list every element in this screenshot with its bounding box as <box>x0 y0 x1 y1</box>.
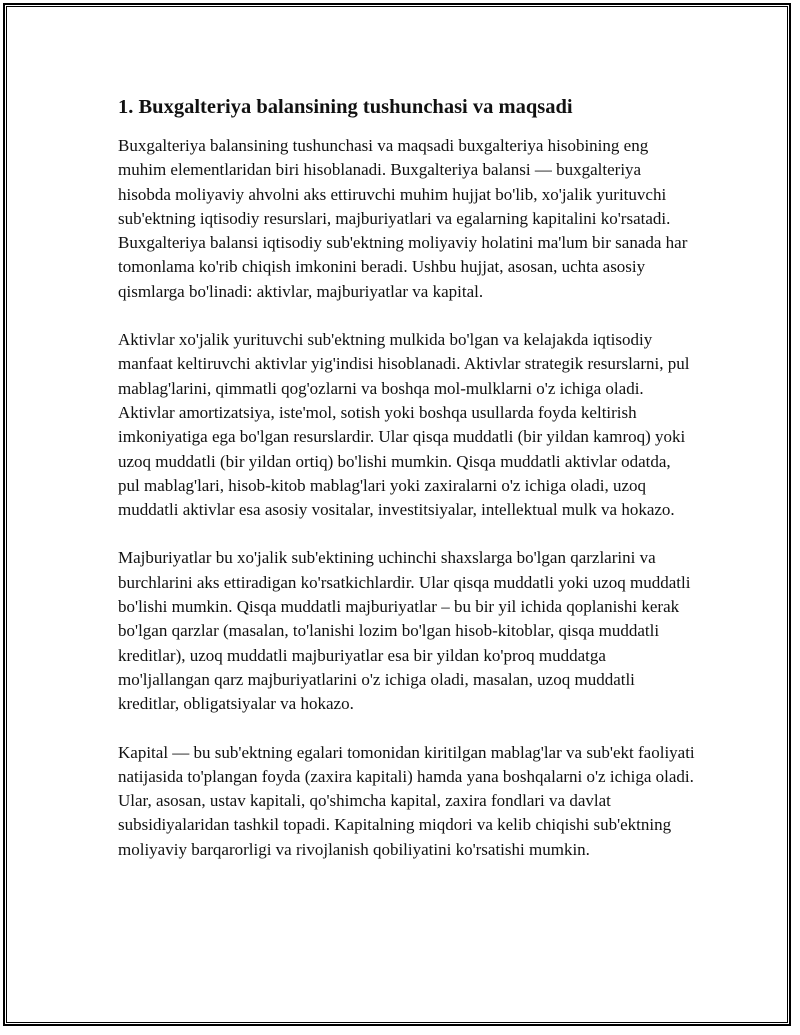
paragraph-intro: Buxgalteriya balansining tushunchasi va maqsadi buxgalteriya hisobining eng muhim elementlaridan biri hisoblanadi. Buxgalteriya balansi — buxgalteriya hisobda moliyaviy ahvolni aks ettiruvchi muhim hujjat bo'lib, xo'jalik yurituvchi sub'ektning iqtisodiy resurslari, majburiyatlari va egalarning kapitalini ko'rsatadi. Buxgalteriya balansi iqtisodiy sub'ektning moliyaviy holatini ma'lum bir sanada har tomonlama ko'rib chiqish imkonini beradi. Ushbu hujjat, asosan, uchta asosiy qismlarga bo'linadi: aktivlar, majburiyatlar va kapital. <box>118 136 688 301</box>
paragraph-liabilities: Majburiyatlar bu xo'jalik sub'ektining uchinchi shaxslarga bo'lgan qarzlarini va burchlarini aks ettiradigan ko'rsatkichlardir. Ular qisqa muddatli yoki uzoq muddatli bo'lishi mumkin. Qisqa muddatli majburiyatlar – bu bir yil ichida qoplanishi kerak bo'lgan qarzlar (masalan, to'lanishi lozim bo'lgan hisob-kitoblar, qisqa muddatli kreditlar), uzoq muddatli majburiyatlar esa bir yildan ko'proq muddatga mo'ljallangan qarz majburiyatlarini o'z ichiga oladi, masalan, uzoq muddatli kreditlar, obligatsiyalar va hokazo. <box>118 548 691 714</box>
document-body <box>118 93 696 886</box>
paragraph-assets: Aktivlar xo'jalik yurituvchi sub'ektning mulkida bo'lgan va kelajakda iqtisodiy manfaat keltiruvchi aktivlar yig'indisi hisoblanadi. Aktivlar strategik resurslarni, pul mablag'larini, qimmatli qog'ozlarni va boshqa mol-mulklarni o'z ichiga oladi. Aktivlar amortizatsiya, iste'mol, sotish yoki boshqa usullarda foyda keltirish imkoniyatiga ega bo'lgan resurslardir. Ular qisqa muddatli (bir yildan kamroq) yoki uzoq muddatli (bir yildan ortiq) bo'lishi mumkin. Qisqa muddatli aktivlar odatda, pul mablag'lari, hisob-kitob mablag'lari yoki zaxiralarni o'z ichiga oladi, uzoq muddatli aktivlar esa asosiy vositalar, investitsiyalar, intellektual mulk va hokazo. <box>118 330 690 520</box>
section-heading: 1. Buxgalteriya balansining tushunchasi va maqsadi <box>118 96 573 118</box>
paragraph-capital: Kapital — bu sub'ektning egalari tomonidan kiritilgan mablag'lar va sub'ekt faoliyati natijasida to'plangan foyda (zaxira kapitali) hamda yana boshqalarni o'z ichiga oladi. Ular, asosan, ustav kapitali, qo'shimcha kapital, zaxira fondlari va davlat subsidiyalaridan tashkil topadi. Kapitalning miqdori va kelib chiqishi sub'ektning moliyaviy barqarorligi va rivojlanish qobiliyatini ko'rsatishi mumkin. <box>118 742 695 859</box>
